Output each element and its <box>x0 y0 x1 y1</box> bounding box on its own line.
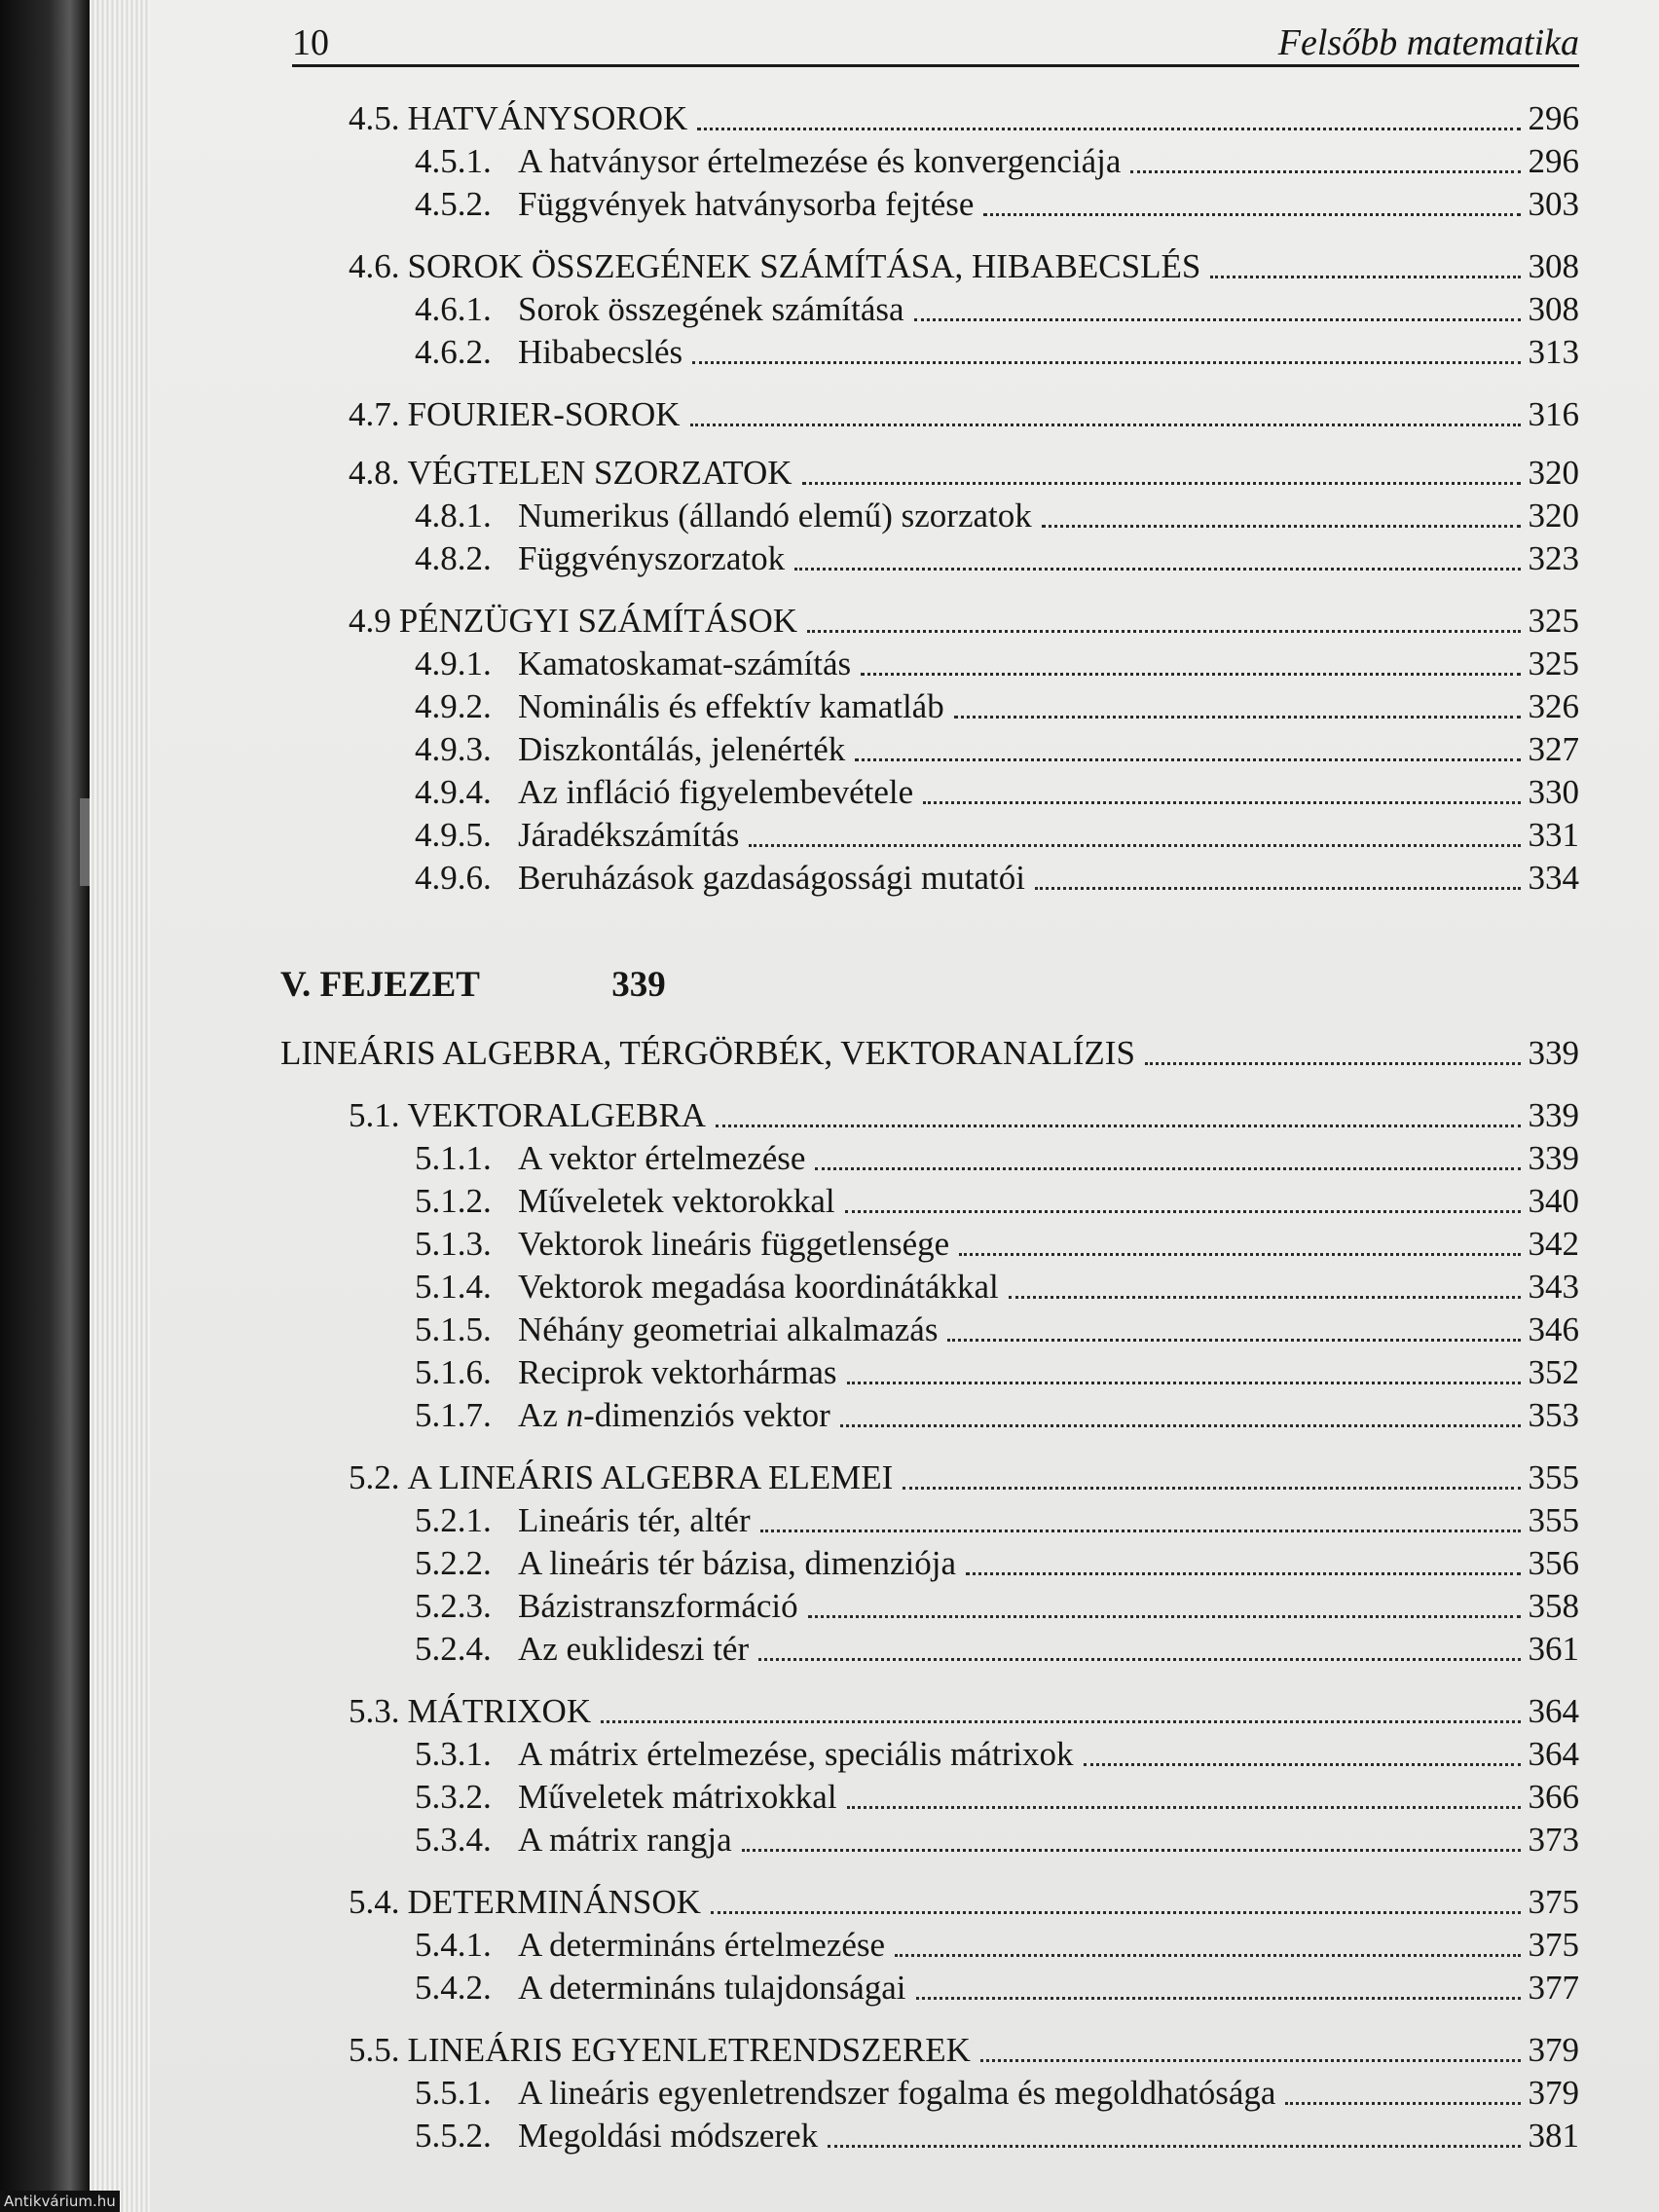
dot-leader <box>903 1487 1520 1490</box>
toc-entry-number: 5.5.2. <box>415 2117 492 2155</box>
dot-leader <box>895 1954 1520 1957</box>
toc-entry-number: 4.8.1. <box>415 497 492 535</box>
toc-entry <box>280 2027 1579 2070</box>
toc-entry <box>280 1135 1579 1178</box>
toc-entry <box>280 1392 1579 1435</box>
dot-leader <box>1084 1763 1521 1766</box>
toc-entry-number: 4.8. <box>349 454 400 492</box>
toc-entry-title: A mátrix értelmezése, speciális mátrixok <box>518 1735 1074 1773</box>
toc-entry-title: VÉGTELEN SZORZATOK <box>407 454 793 492</box>
dot-leader <box>947 1339 1520 1342</box>
toc-entry <box>280 2070 1579 2113</box>
toc-entry <box>280 1307 1579 1349</box>
chapter-label: V. FEJEZET <box>280 965 480 1005</box>
toc-entry <box>280 812 1579 855</box>
running-title: Felsőbb matematika <box>1277 22 1579 63</box>
toc-entry-page: 353 <box>1528 1396 1579 1434</box>
toc-entry-page: 355 <box>1528 1458 1579 1496</box>
toc-entry-number: 5.2.1. <box>415 1501 492 1539</box>
dot-leader <box>794 568 1520 571</box>
toc-entry-title: PÉNZÜGYI SZÁMÍTÁSOK <box>398 602 798 640</box>
toc-entry-title: Néhány geometriai alkalmazás <box>518 1310 939 1348</box>
dot-leader <box>1285 2102 1520 2105</box>
toc-entry-number: 5.1. <box>349 1096 400 1134</box>
toc-entry-page: 331 <box>1528 816 1579 854</box>
toc-entry-number: 4.6. <box>349 247 400 285</box>
toc-entry-number: 5.2.4. <box>415 1630 492 1668</box>
toc-entry-page: 296 <box>1528 142 1579 180</box>
toc-entry <box>280 243 1579 286</box>
toc-entry-title: Műveletek vektorokkal <box>518 1182 835 1220</box>
toc-entry-page: 352 <box>1528 1353 1579 1391</box>
dot-leader <box>601 1720 1520 1723</box>
toc-entry-page: 343 <box>1528 1268 1579 1306</box>
toc-entry <box>280 2113 1579 2156</box>
toc-entry-title: Kamatoskamat-számítás <box>518 645 852 682</box>
toc-entry-page: 379 <box>1528 2074 1579 2112</box>
toc-entry-page: 364 <box>1528 1735 1579 1773</box>
toc-entry <box>280 1879 1579 1922</box>
toc-entry-number: 5.5.1. <box>415 2074 492 2112</box>
toc-entry-page: 330 <box>1528 773 1579 811</box>
toc-entry-page: 339 <box>1528 1096 1579 1134</box>
toc-entry-title: SOROK ÖSSZEGÉNEK SZÁMÍTÁSA, HIBABECSLÉS <box>407 247 1201 285</box>
toc-entry <box>280 181 1579 224</box>
toc-entry-title: A lineáris tér bázisa, dimenziója <box>518 1544 956 1582</box>
toc-entry-number: 5.3. <box>349 1692 400 1730</box>
toc-entry <box>280 493 1579 535</box>
toc-entry-title: Vektorok megadása koordinátákkal <box>518 1268 999 1306</box>
toc-entry-title: Lineáris tér, altér <box>518 1501 751 1539</box>
toc-entry-page: 325 <box>1528 645 1579 682</box>
dot-leader <box>690 424 1521 426</box>
toc-entry-number: 4.9.2. <box>415 687 492 725</box>
toc-entry-number: 5.3.1. <box>415 1735 492 1773</box>
dot-leader <box>914 318 1521 321</box>
toc-entry <box>280 769 1579 812</box>
toc-entry <box>280 1817 1579 1860</box>
toc-entry-page: 381 <box>1528 2117 1579 2155</box>
book-spine <box>0 0 90 2212</box>
toc-entry-title: A mátrix rangja <box>518 1821 732 1859</box>
dot-leader <box>959 1253 1520 1256</box>
chapter-page: 339 <box>611 965 666 1005</box>
dot-leader <box>1009 1296 1521 1299</box>
toc-entry <box>280 1497 1579 1540</box>
toc-entry-page: 366 <box>1528 1778 1579 1816</box>
toc-entry-page: 379 <box>1528 2031 1579 2069</box>
dot-leader <box>828 2145 1520 2148</box>
toc-entry <box>280 1583 1579 1626</box>
toc-entry-title: DETERMINÁNSOK <box>407 1883 701 1921</box>
dot-leader <box>1035 887 1521 890</box>
page-number: 10 <box>292 22 329 63</box>
toc-entry-number: 5.1.2. <box>415 1182 492 1220</box>
toc-entry-page: 303 <box>1528 185 1579 223</box>
toc-entry-title: Reciprok vektorhármas <box>518 1353 837 1391</box>
toc-entry-title: Műveletek mátrixokkal <box>518 1778 837 1816</box>
toc-entry-title: FOURIER-SOROK <box>407 395 681 433</box>
toc-entry-title: A LINEÁRIS ALGEBRA ELEMEI <box>407 1458 894 1496</box>
toc-entry-page: 308 <box>1528 290 1579 328</box>
toc-entry-page: 375 <box>1528 1883 1579 1921</box>
toc-entry-page: 340 <box>1528 1182 1579 1220</box>
toc-entry-title: Az n-dimenziós vektor <box>518 1396 830 1434</box>
toc-entry <box>280 391 1579 434</box>
toc-entry-title: Sorok összegének számítása <box>518 290 904 328</box>
toc-entry-title: A determináns értelmezése <box>518 1926 886 1964</box>
dot-leader <box>861 673 1520 676</box>
toc-entry-title: LINEÁRIS ALGEBRA, TÉRGÖRBÉK, VEKTORANALÍZIS <box>280 1034 1135 1072</box>
toc-entry-title: A hatványsor értelmezése és konvergenciája <box>518 142 1122 180</box>
toc-entry <box>280 95 1579 138</box>
toc-entry <box>280 450 1579 493</box>
dot-leader <box>1210 276 1520 278</box>
toc-entry <box>280 1455 1579 1497</box>
toc-entry-page: 355 <box>1528 1501 1579 1539</box>
dot-leader <box>692 361 1520 364</box>
dot-leader <box>983 213 1520 216</box>
toc-entry <box>280 1774 1579 1817</box>
toc-entry <box>280 683 1579 726</box>
dot-leader <box>802 482 1521 485</box>
toc-entry-title: A lineáris egyenletrendszer fogalma és megoldhatósága <box>518 2074 1276 2112</box>
toc-entry-title: Megoldási módszerek <box>518 2117 819 2155</box>
toc-entry-page: 361 <box>1528 1630 1579 1668</box>
toc-entry-page: 316 <box>1528 395 1579 433</box>
dot-leader <box>1042 525 1521 528</box>
toc-entry-title: LINEÁRIS EGYENLETRENDSZEREK <box>407 2031 971 2069</box>
toc-entry-title: Vektorok lineáris függetlensége <box>518 1225 950 1263</box>
toc-entry-number: 4.9.4. <box>415 773 492 811</box>
toc-entry-page: 320 <box>1528 454 1579 492</box>
toc-entry-page: 296 <box>1528 99 1579 137</box>
toc-entry-number: 4.9.1. <box>415 645 492 682</box>
toc-entry-number: 4.8.2. <box>415 539 492 577</box>
toc-entry-page: 313 <box>1528 333 1579 371</box>
toc-entry-number: 4.9.5. <box>415 816 492 854</box>
toc-entry-title: Függvények hatványsorba fejtése <box>518 185 975 223</box>
toc-entry-number: 5.1.1. <box>415 1139 492 1177</box>
toc-entry-title: Járadékszámítás <box>518 816 740 854</box>
dot-leader <box>807 630 1520 633</box>
toc-entry-page: 346 <box>1528 1310 1579 1348</box>
toc-entry-number: 4.5.2. <box>415 185 492 223</box>
toc-entry-number: 5.5. <box>349 2031 400 2069</box>
toc-entry-page: 326 <box>1528 687 1579 725</box>
toc-entry <box>280 329 1579 372</box>
toc-entry <box>280 1688 1579 1731</box>
toc-entry <box>280 726 1579 769</box>
toc-entry <box>280 1731 1579 1774</box>
dot-leader <box>855 758 1520 761</box>
toc-entry-number: 5.1.7. <box>415 1396 492 1434</box>
toc-entry-number: 4.9.6. <box>415 859 492 897</box>
toc-entry-title: Az infláció figyelembevétele <box>518 773 914 811</box>
toc-entry-title: Az euklideszi tér <box>518 1630 750 1668</box>
toc-entry-number: 5.2.2. <box>415 1544 492 1582</box>
toc-entry-page: 358 <box>1528 1587 1579 1625</box>
dot-leader <box>1145 1062 1521 1065</box>
dot-leader <box>760 1530 1521 1532</box>
dot-leader <box>711 1911 1521 1914</box>
toc-entry-page: 308 <box>1528 247 1579 285</box>
toc-entry-title: HATVÁNYSOROK <box>407 99 688 137</box>
dot-leader <box>815 1167 1520 1170</box>
toc-entry-page: 364 <box>1528 1692 1579 1730</box>
toc-entry <box>280 641 1579 683</box>
toc-entry-number: 4.9 <box>349 602 391 640</box>
dot-leader <box>742 1849 1521 1852</box>
chapter-heading <box>280 964 666 1007</box>
toc-entry-title: Hibabecslés <box>518 333 683 371</box>
toc-entry-title: Diszkontálás, jelenérték <box>518 730 846 768</box>
toc-entry <box>280 1092 1579 1135</box>
dot-leader <box>847 1382 1521 1384</box>
toc-entry-page: 375 <box>1528 1926 1579 1964</box>
dot-leader <box>808 1615 1521 1618</box>
dot-leader <box>954 716 1521 719</box>
toc-entry-title: Bázistranszformáció <box>518 1587 798 1625</box>
toc-entry <box>280 1221 1579 1264</box>
toc-entry-page: 325 <box>1528 602 1579 640</box>
toc-entry-number: 5.3.4. <box>415 1821 492 1859</box>
toc-entry-number: 5.1.5. <box>415 1310 492 1348</box>
toc-entry <box>280 1965 1579 2008</box>
dot-leader <box>966 1572 1521 1575</box>
toc-entry-page: 334 <box>1528 859 1579 897</box>
toc-entry-number: 5.1.4. <box>415 1268 492 1306</box>
toc-entry-number: 5.1.3. <box>415 1225 492 1263</box>
toc-entry <box>280 1540 1579 1583</box>
toc-entry-number: 4.6.1. <box>415 290 492 328</box>
toc-entry-number: 5.2. <box>349 1458 400 1496</box>
dot-leader <box>749 844 1520 847</box>
toc-entry-page: 323 <box>1528 539 1579 577</box>
page-header <box>292 21 1579 67</box>
toc-entry <box>280 1626 1579 1669</box>
toc-entry-title: A determináns tulajdonságai <box>518 1969 906 2007</box>
toc-entry-page: 356 <box>1528 1544 1579 1582</box>
toc-entry-title: Függvényszorzatok <box>518 539 786 577</box>
toc-entry-title: A vektor értelmezése <box>518 1139 806 1177</box>
toc-entry-page: 373 <box>1528 1821 1579 1859</box>
dot-leader <box>916 1997 1521 2000</box>
toc-entry-page: 339 <box>1528 1034 1579 1072</box>
toc-entry-title: Nominális és effektív kamatláb <box>518 687 944 725</box>
toc-entry-page: 327 <box>1528 730 1579 768</box>
dot-leader <box>980 2059 1521 2062</box>
toc-entry <box>280 1178 1579 1221</box>
toc-entry-title: VEKTORALGEBRA <box>407 1096 707 1134</box>
toc-entry-title: MÁTRIXOK <box>407 1692 592 1730</box>
toc-entry-number: 5.4. <box>349 1883 400 1921</box>
toc-entry <box>280 535 1579 578</box>
toc-entry <box>280 1922 1579 1965</box>
toc-entry <box>280 286 1579 329</box>
toc-entry-number: 4.7. <box>349 395 400 433</box>
toc-entry-number: 5.4.1. <box>415 1926 492 1964</box>
toc-entry <box>280 1264 1579 1307</box>
dot-leader <box>758 1658 1520 1661</box>
dot-leader <box>697 128 1520 130</box>
toc-entry-number: 4.5. <box>349 99 400 137</box>
toc-entry-number: 5.1.6. <box>415 1353 492 1391</box>
toc-entry-number: 5.4.2. <box>415 1969 492 2007</box>
toc-entry <box>280 1030 1579 1073</box>
dot-leader <box>923 801 1520 804</box>
toc-entry-page: 320 <box>1528 497 1579 535</box>
toc-entry-page: 339 <box>1528 1139 1579 1177</box>
dot-leader <box>845 1210 1521 1213</box>
toc-entry <box>280 855 1579 898</box>
toc-entry-number: 4.6.2. <box>415 333 492 371</box>
toc-entry-page: 342 <box>1528 1225 1579 1263</box>
page-edges <box>90 0 150 2212</box>
toc-entry <box>280 138 1579 181</box>
toc-entry-number: 4.9.3. <box>415 730 492 768</box>
toc-entry-number: 4.5.1. <box>415 142 492 180</box>
toc-entry <box>280 598 1579 641</box>
dot-leader <box>716 1124 1520 1127</box>
toc-entry-title: Beruházások gazdaságossági mutatói <box>518 859 1025 897</box>
toc-entry-number: 5.2.3. <box>415 1587 492 1625</box>
toc-entry-title: Numerikus (állandó elemű) szorzatok <box>518 497 1032 535</box>
toc-entry <box>280 1349 1579 1392</box>
dot-leader <box>1130 170 1520 173</box>
toc-entry-number: 5.3.2. <box>415 1778 492 1816</box>
watermark: Antikvárium.hu <box>0 2191 120 2212</box>
dot-leader <box>847 1806 1521 1809</box>
dot-leader <box>840 1424 1521 1427</box>
toc-entry-page: 377 <box>1528 1969 1579 2007</box>
